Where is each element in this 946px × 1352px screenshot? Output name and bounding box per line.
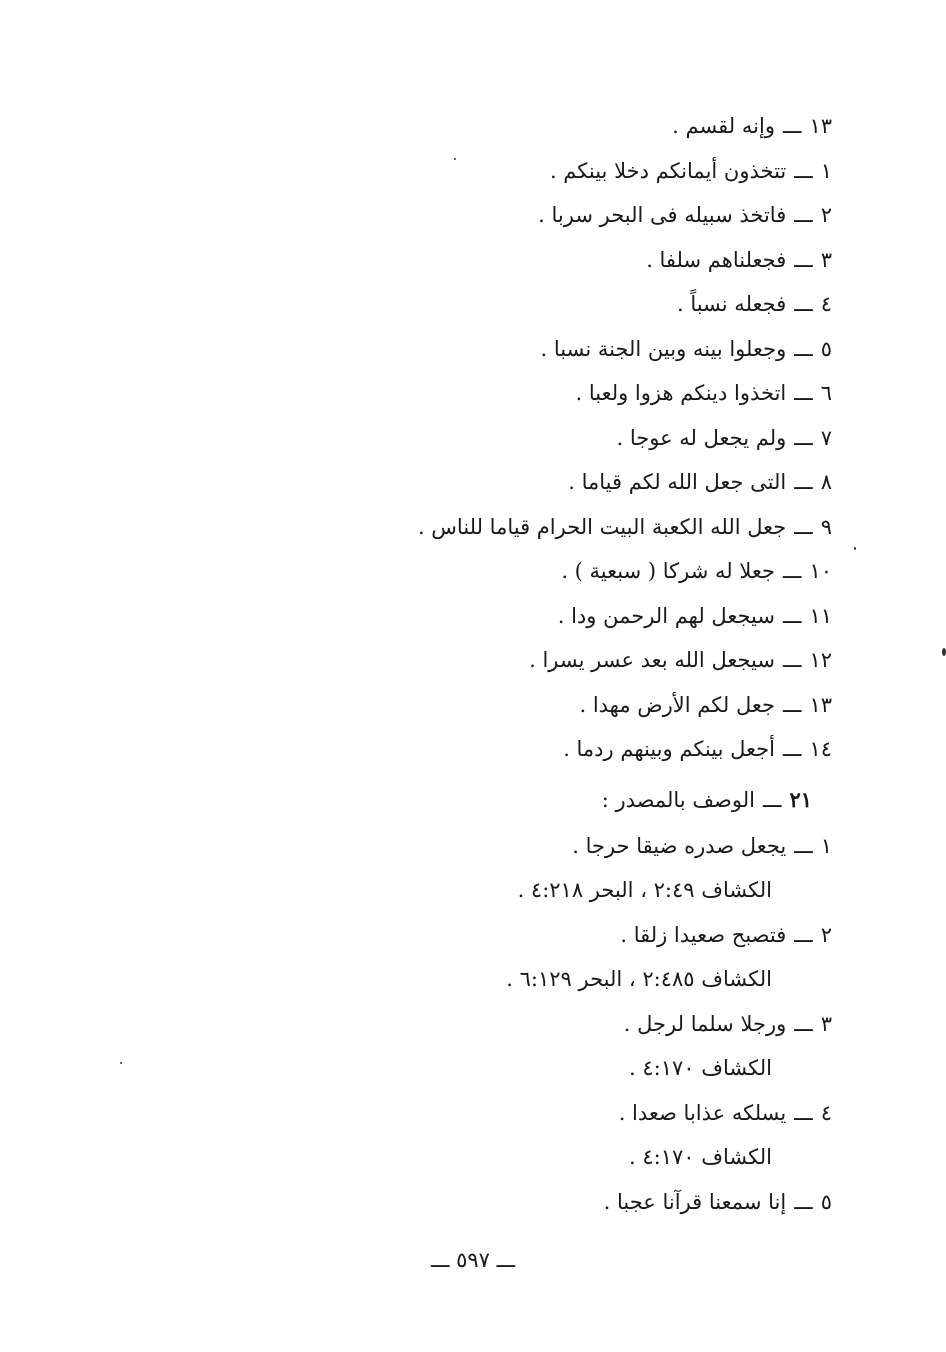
text-column: [312, 104, 832, 1224]
item-number: ٤: [820, 1100, 832, 1125]
item-text: سيجعل الله بعد عسر يسرا .: [529, 648, 775, 672]
item-text: اتخذوا دينكم هزوا ولعبا .: [575, 381, 787, 405]
item-dash: ـــ: [782, 692, 802, 717]
example-line: [312, 683, 832, 728]
example-line: [312, 1180, 832, 1225]
item-number: ١٢: [809, 648, 832, 672]
item-text: جعل الله الكعبة البيت الحرام قياما للناس .: [417, 514, 787, 539]
example-line: [312, 460, 832, 505]
example-line: [312, 282, 832, 327]
item-number: ٣: [820, 247, 832, 272]
item-number: ٧: [820, 425, 832, 450]
item-number: ٢: [820, 203, 832, 227]
item-text: جعلا له شركا ( سبعية ) .: [561, 559, 775, 583]
item-text: يسلكه عذابا صعدا .: [618, 1100, 787, 1125]
example-line: [312, 913, 832, 958]
item-text: ورجلا سلما لرجل .: [623, 1011, 787, 1036]
item-number: ٢: [820, 922, 832, 947]
item-text: فتصبح صعيدا زلقا .: [620, 922, 787, 947]
reference-line: [312, 868, 832, 913]
example-line: [312, 1091, 832, 1136]
item-number: ٥: [820, 336, 832, 361]
scan-speck: [454, 158, 456, 160]
page-number: ـــ ٥٩٧ ـــ: [430, 1248, 516, 1272]
item-number: ١٤: [809, 737, 832, 761]
example-line: [312, 594, 832, 639]
item-text: التى جعل الله لكم قياما .: [568, 470, 787, 494]
item-text: وإنه لقسم .: [672, 114, 775, 138]
example-line: [312, 727, 832, 772]
item-dash: ـــ: [794, 1189, 813, 1214]
item-dash: ـــ: [782, 648, 802, 672]
example-line: [312, 549, 832, 594]
item-dash: ـــ: [794, 922, 813, 947]
item-text: أجعل بينكم وبينهم ردما .: [563, 737, 775, 761]
item-dash: ـــ: [794, 1100, 813, 1125]
item-text: إنا سمعنا قرآنا عجبا .: [603, 1189, 787, 1214]
example-line: [312, 824, 832, 869]
example-line: [312, 638, 832, 683]
item-dash: ـــ: [794, 247, 813, 272]
item-dash: ـــ: [794, 425, 813, 450]
item-dash: ـــ: [794, 833, 813, 858]
item-number: ٩: [820, 514, 832, 539]
reference-line: [312, 957, 832, 1002]
item-number: ١١: [809, 603, 832, 628]
item-number: ١: [820, 158, 832, 183]
item-text: الكشاف ٢:٤٩ ، البحر ٤:٢١٨ .: [517, 878, 772, 902]
item-text: فجعلناهم سلفا .: [646, 247, 787, 272]
scan-speck: [942, 648, 946, 656]
scan-speck: [120, 1062, 122, 1064]
item-dash: ـــ: [794, 1011, 813, 1036]
item-text: يجعل صدره ضيقا حرجا .: [572, 833, 787, 858]
example-line: [312, 104, 832, 149]
item-dash: ـــ: [794, 336, 813, 361]
item-text: الكشاف ٤:١٧٠ .: [629, 1056, 772, 1080]
scan-speck: [854, 547, 856, 550]
item-text: فاتخذ سبيله فى البحر سربا .: [538, 203, 787, 227]
item-dash: ـــ: [794, 158, 813, 183]
example-line: [312, 1002, 832, 1047]
item-dash: ـــ: [794, 381, 813, 405]
item-number: ١٣: [809, 692, 832, 717]
item-number: ٤: [820, 292, 832, 316]
example-line: [312, 238, 832, 283]
item-dash: ـــ: [794, 470, 813, 494]
item-number: ١٣: [809, 114, 832, 138]
item-number: ٣: [820, 1011, 832, 1036]
item-text: جعل لكم الأرض مهدا .: [579, 692, 775, 717]
section-heading: [312, 772, 832, 824]
item-number: ٢١: [789, 786, 812, 812]
example-line: [312, 416, 832, 461]
item-text: وجعلوا بينه وبين الجنة نسبا .: [540, 336, 787, 361]
item-number: ١: [820, 833, 832, 858]
item-text: الوصف بالمصدر :: [601, 787, 755, 812]
item-dash: ـــ: [782, 114, 802, 138]
item-text: تتخذون أيمانكم دخلا بينكم .: [549, 158, 787, 183]
item-dash: ـــ: [762, 787, 782, 812]
item-text: سيجعل لهم الرحمن ودا .: [557, 603, 775, 628]
item-number: ٦: [820, 381, 832, 405]
item-dash: ـــ: [794, 292, 813, 316]
example-line: [312, 371, 832, 416]
item-text: فجعله نسباً .: [676, 292, 787, 316]
item-text: الكشاف ٤:١٧٠ .: [629, 1145, 772, 1169]
reference-line: [312, 1135, 832, 1180]
item-dash: ـــ: [794, 514, 813, 539]
example-line: [312, 505, 832, 550]
item-text: ولم يجعل له عوجا .: [616, 425, 787, 450]
example-line: [312, 193, 832, 238]
reference-line: [312, 1046, 832, 1091]
item-dash: ـــ: [782, 737, 802, 761]
item-number: ٨: [820, 470, 832, 494]
item-dash: ـــ: [782, 603, 802, 628]
item-number: ١٠: [809, 559, 832, 583]
item-text: الكشاف ٢:٤٨٥ ، البحر ٦:١٢٩ .: [506, 967, 772, 991]
example-line: [312, 149, 832, 194]
item-number: ٥: [820, 1189, 832, 1214]
item-dash: ـــ: [794, 203, 813, 227]
example-line: [312, 327, 832, 372]
item-dash: ـــ: [782, 559, 802, 583]
